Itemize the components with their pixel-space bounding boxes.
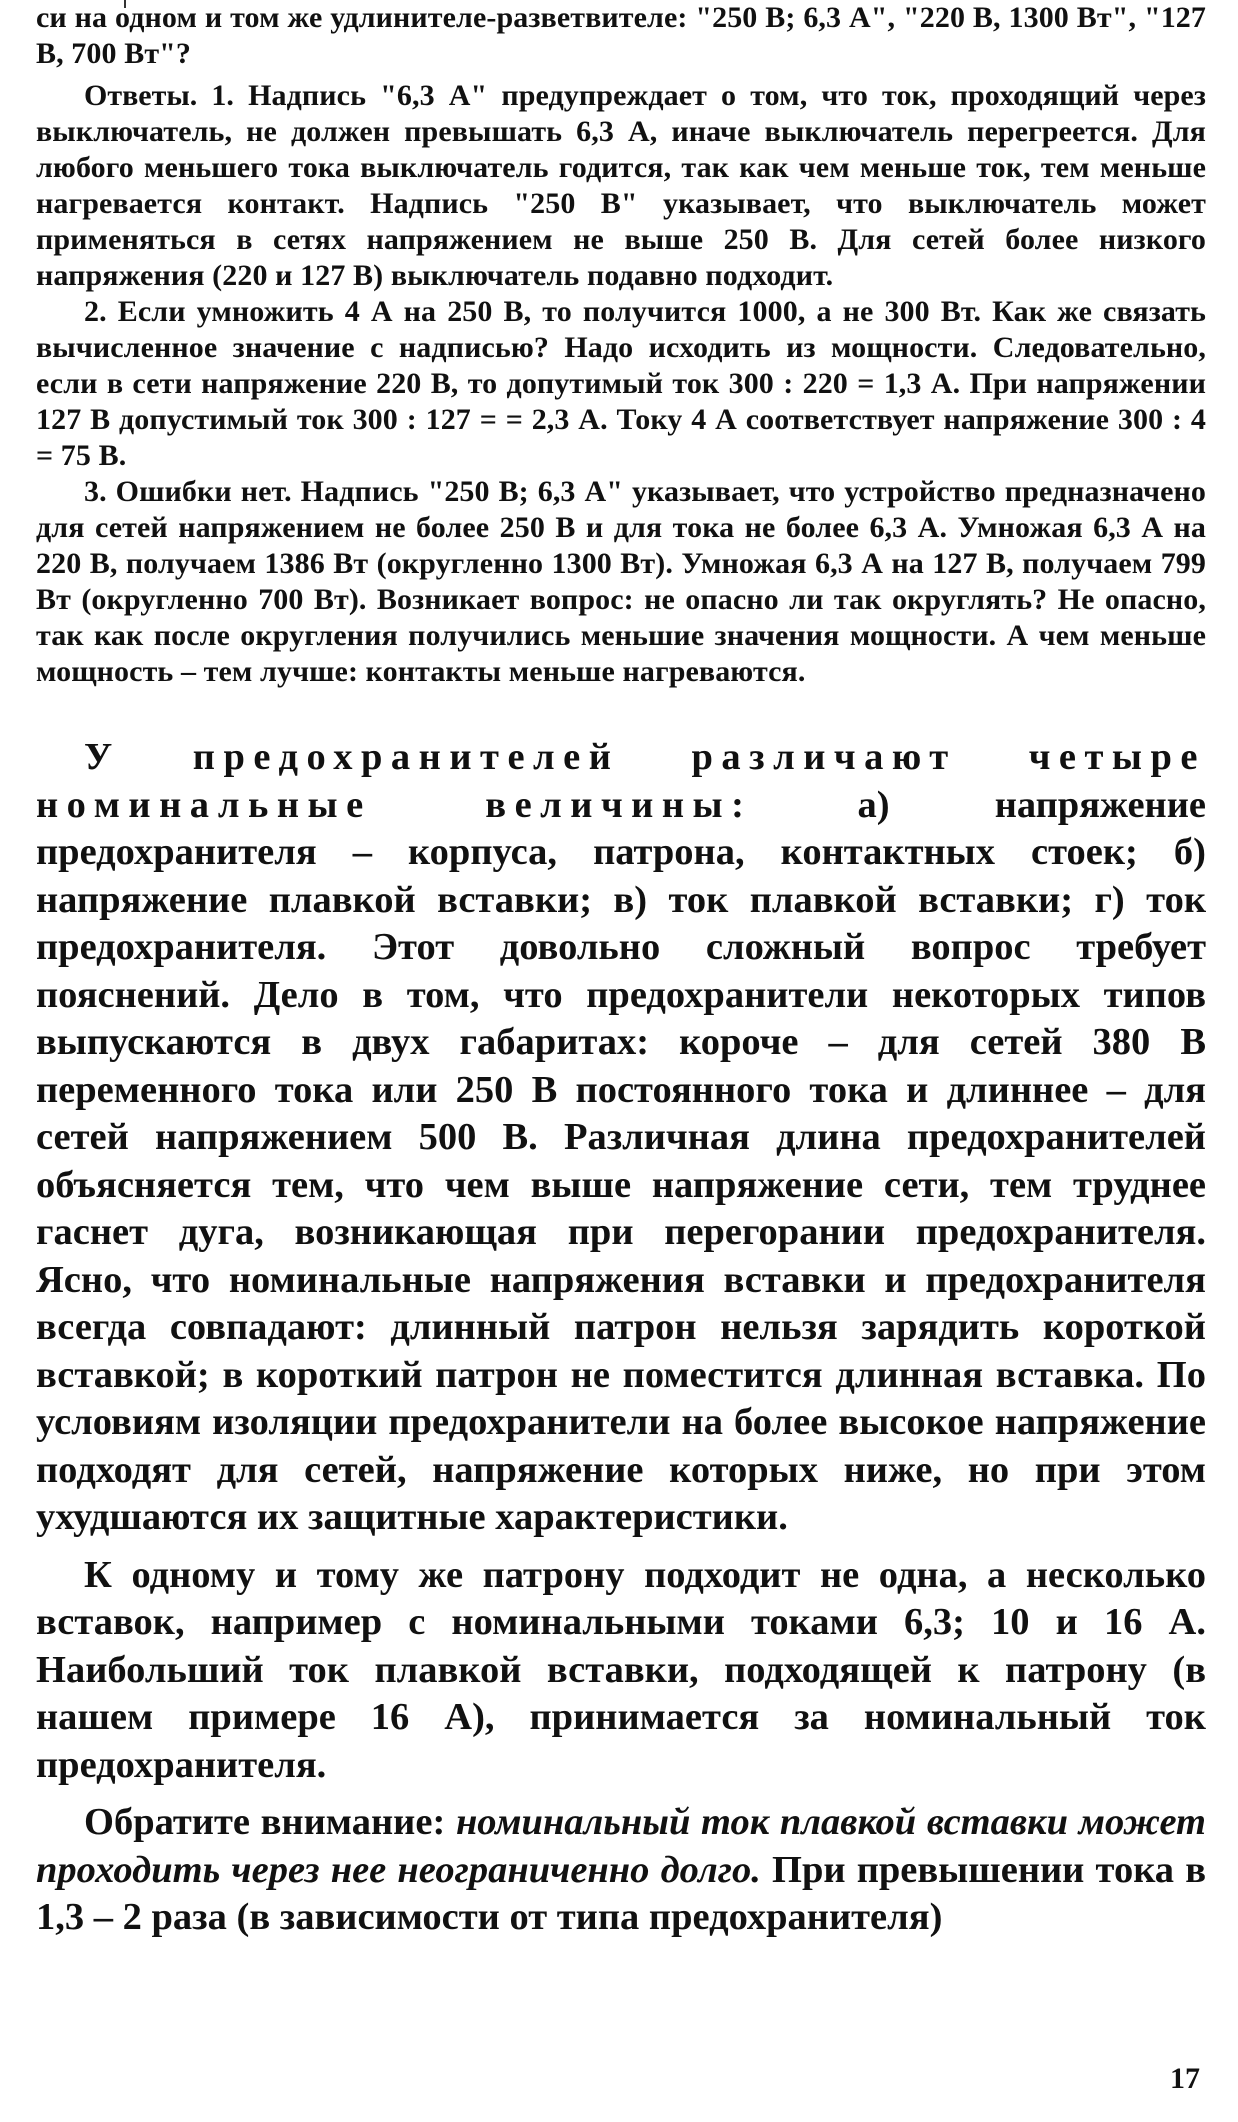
answers-label: Ответы.: [84, 79, 198, 112]
italic-emphasis: номинальный ток плавкой вставки может проходить через нее неограниченно долго.: [36, 1801, 1206, 1891]
answer-2: 2. Если умножить 4 А на 250 В, то получится 1000, а не 300 Вт. Как же связать вычисленное значение с надписью? Надо исходить из мощности. Следовательно, если в сети напряжение 220 В, то допутимый ток 300 : 220 = 1,3 А. При напряжении 127 В допустимый ток 300 : 127 = = 2,3 А. Току 4 А соответствует напряжение 300 : 4 = 75 В.: [36, 295, 1206, 472]
answers-block: [36, 0, 1206, 690]
answer-3: 3. Ошибки нет. Надпись "250 В; 6,3 А" указывает, что устройство предназначено для сетей напряжением не более 250 В и для тока не более 6,3 А. Умножая 6,3 А на 220 В, получаем 1386 Вт (округленно 1300 Вт). Умножая 6,3 А на 127 В, получаем 799 Вт (округленно 700 Вт). Возникает вопрос: не опасно ли так округлять? Не опасно, так как после округления получились меньшие значения мощности. А чем меньше мощность – тем лучше: контакты меньше нагреваются.: [36, 475, 1206, 688]
answer-1-text: 1. Надпись "6,3 А" предупреждает о том, что ток, проходящий через выключатель, не должен превышать 6,3 А, иначе выключатель перегреется. Для любого меньшего тока выключатель годится, так как чем меньше ток, тем меньше нагревается контакт. Надпись "250 В" указывает, что выключатель может применяться в сетях напряжением не выше 250 В. Для сетей более низкого напряжения (220 и 127 В) выключатель подавно подходит.: [36, 79, 1206, 292]
paragraph-attention: [36, 1799, 1206, 1942]
attention-lead: Обратите внимание:: [84, 1801, 456, 1843]
answer-1: [36, 78, 1206, 294]
attention-rest: При превышении тока в 1,3 – 2 раза (в зависимости от типа предохранителя): [36, 1848, 1206, 1938]
book-page: [36, 0, 1206, 1942]
paragraph-fuse-ratings: [36, 734, 1206, 1542]
spaced-emphasis: У предохранителей различают четыре номинальные величины:: [36, 736, 1206, 826]
question-tail: си на одном и том же удлинителе-разветвителе: "250 В; 6,3 А", "220 В, 1300 Вт", "127 В, 700 Вт"?: [36, 1, 1206, 70]
main-text: [36, 734, 1206, 1942]
paragraph-cartridge: К одному и тому же патрону подходит не одна, а несколько вставок, например с номинальными токами 6,3; 10 и 16 А. Наибольший ток плавкой вставки, подходящей к патрону (в нашем примере 16 А), принимается за номинальный ток предохранителя.: [36, 1553, 1206, 1786]
page-number: 17: [1170, 2062, 1200, 2095]
paragraph-1-rest: а) напряжение предохранителя – корпуса, патрона, контактных стоек; б) напряжение плавкой вставки; в) ток плавкой вставки; г) ток предохранителя. Этот довольно сложный вопрос требует пояснений. Дело в том, что предохранители некоторых типов выпускаются в двух габаритах: короче – для сетей 380 В переменного тока или 250 В постоянного тока и длиннее – для сетей напряжением 500 В. Различная длина предохранителей объясняется тем, что чем выше напряжение сети, тем труднее гаснет дуга, возникающая при перегорании предохранителя. Ясно, что номинальные напряжения вставки и предохранителя всегда совпадают: длинный патрон нельзя зарядить короткой вставкой; в короткий патрон не поместится длинная вставка. По условиям изоляции предохранители на более высокое напряжение подходят для сетей, напряжение которых ниже, но при этом ухудшаются их защитные характеристики.: [36, 783, 1206, 1538]
